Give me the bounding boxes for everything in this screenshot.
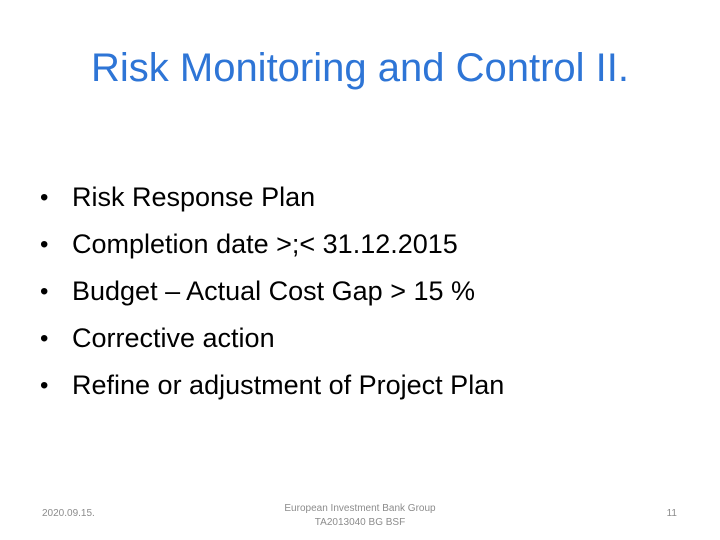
bullet-item xyxy=(40,174,504,221)
bullet-dot-icon: • xyxy=(40,277,49,305)
page-number: 11 xyxy=(666,508,677,519)
bullet-dot-icon: • xyxy=(40,324,49,352)
bullet-item xyxy=(40,315,504,362)
bullet-text: Budget – Actual Cost Gap > 15 % xyxy=(72,276,476,306)
bullet-item xyxy=(40,362,504,409)
bullet-text: Refine or adjustment of Project Plan xyxy=(72,370,505,400)
bullet-dot-icon: • xyxy=(40,371,49,399)
footer-project-code: TA2013040 BG BSF xyxy=(314,517,406,528)
bullet-list xyxy=(40,174,504,409)
footer-organization-name: European Investment Bank Group xyxy=(284,503,436,514)
bullet-dot-icon: • xyxy=(40,183,49,211)
footer-organization xyxy=(240,502,480,530)
bullet-text: Risk Response Plan xyxy=(72,182,316,212)
slide-title: Risk Monitoring and Control II. xyxy=(90,46,629,90)
footer-date: 2020.09.15. xyxy=(42,508,95,519)
bullet-text: Completion date >;< 31.12.2015 xyxy=(72,229,458,259)
bullet-item xyxy=(40,221,504,268)
bullet-dot-icon: • xyxy=(40,230,49,258)
bullet-text: Corrective action xyxy=(72,323,275,353)
bullet-item xyxy=(40,268,504,315)
